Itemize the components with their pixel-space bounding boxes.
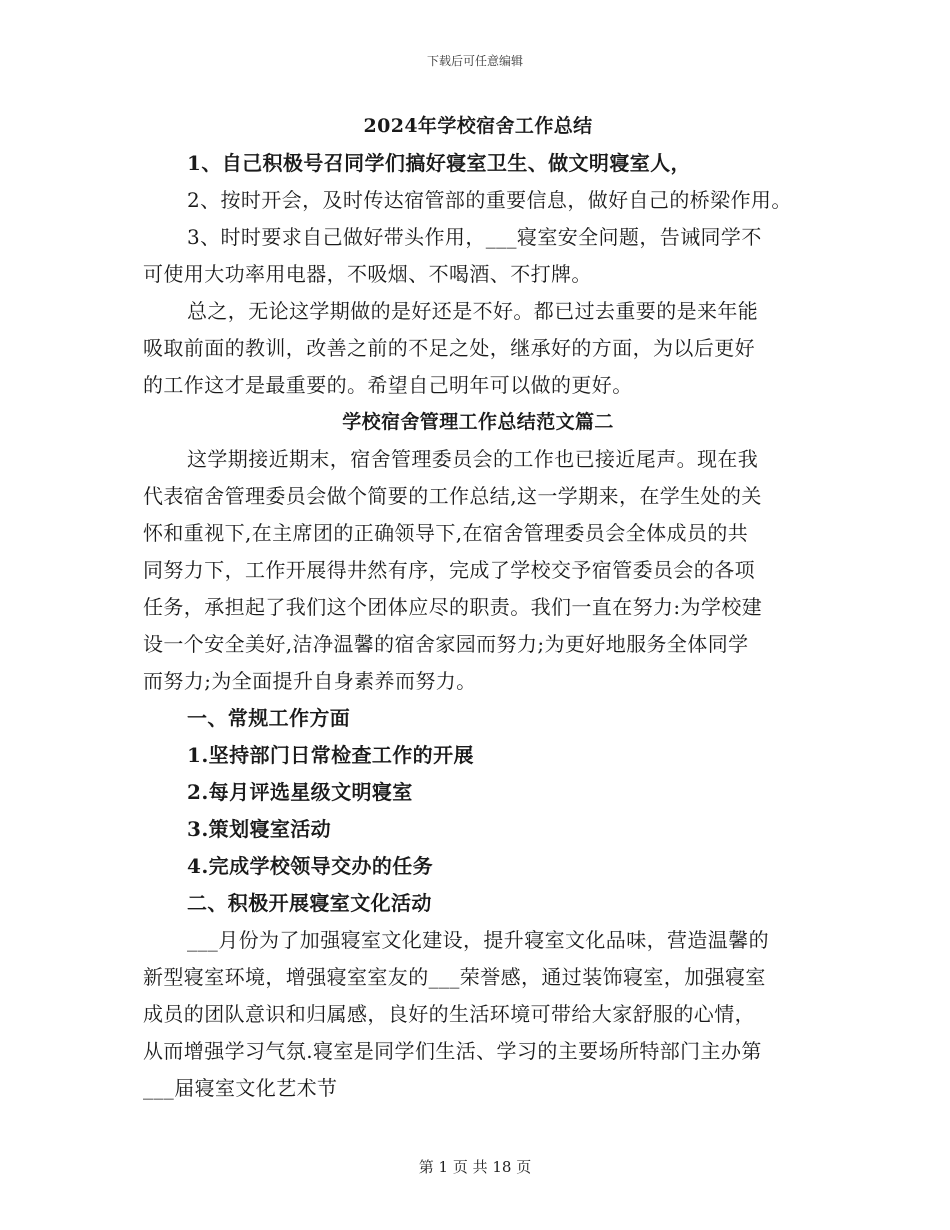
section-title: 2024年学校宿舍工作总结 [363, 115, 593, 137]
paragraph-first-line: 总之，无论这学期做的是好还是不好。都已过去重要的是来年能 [187, 299, 759, 323]
bold-paragraph-line: 2.每月评选星级文明寝室 [187, 780, 413, 804]
page-footer: 第 1 页 共 18 页 [418, 1158, 532, 1176]
paragraph-first-line: 这学期接近期末，宿舍管理委员会的工作也已接近尾声。现在我 [187, 447, 759, 471]
bold-paragraph-line: 4.完成学校领导交办的任务 [187, 854, 434, 878]
bold-paragraph-line: 1、自己积极号召同学们搞好寝室卫生、做文明寝室人， [187, 151, 691, 175]
paragraph-line: 代表宿舍管理委员会做个简要的工作总结,这一学期来，在学生处的关 [143, 484, 762, 508]
bold-paragraph-line: 3.策划寝室活动 [187, 817, 332, 841]
header-note: 下载后可任意编辑 [426, 54, 523, 68]
bold-paragraph-line: 1.坚持部门日常检查工作的开展 [187, 743, 474, 767]
paragraph-first-line: 3、时时要求自己做好带头作用，___寝室安全问题，告诫同学不 [187, 225, 762, 249]
paragraph-line: 从而增强学习气氛.寝室是同学们生活、学习的主要场所特部门主办第 [143, 1039, 762, 1063]
paragraph-first-line: 2、按时开会，及时传达宿管部的重要信息，做好自己的桥梁作用。 [187, 188, 792, 212]
paragraph-line: 同努力下，工作开展得井然有序，完成了学校交予宿管委员会的各项 [143, 558, 755, 582]
paragraph-line: 的工作这才是最重要的。希望自己明年可以做的更好。 [143, 373, 633, 397]
paragraph-first-line: ___月份为了加强寝室文化建设，提升寝室文化品味，营造温馨的 [187, 928, 769, 952]
bold-paragraph-line: 二、积极开展寝室文化活动 [187, 891, 432, 915]
paragraph-line: 设一个安全美好,洁净温馨的宿舍家园而努力;为更好地服务全体同学 [143, 632, 749, 656]
paragraph-line: ___届寝室文化艺术节 [143, 1076, 338, 1100]
paragraph-line: 任务，承担起了我们这个团体应尽的职责。我们一直在努力:为学校建 [143, 595, 763, 619]
paragraph-line: 可使用大功率用电器，不吸烟、不喝酒、不打牌。 [143, 262, 592, 286]
paragraph-line: 成员的团队意识和归属感，良好的生活环境可带给大家舒服的心情， [143, 1002, 755, 1026]
paragraph-line: 新型寝室环境，增强寝室室友的___荣誉感，通过装饰寝室，加强寝室 [143, 965, 766, 989]
section-title: 学校宿舍管理工作总结范文篇二 [342, 411, 614, 433]
bold-paragraph-line: 一、常规工作方面 [187, 706, 351, 730]
paragraph-line: 吸取前面的教训，改善之前的不足之处，继承好的方面，为以后更好 [143, 336, 755, 360]
paragraph-line: 怀和重视下,在主席团的正确领导下,在宿舍管理委员会全体成员的共 [143, 521, 749, 545]
document-body [143, 108, 813, 1107]
paragraph-line: 而努力;为全面提升自身素养而努力。 [143, 669, 477, 693]
